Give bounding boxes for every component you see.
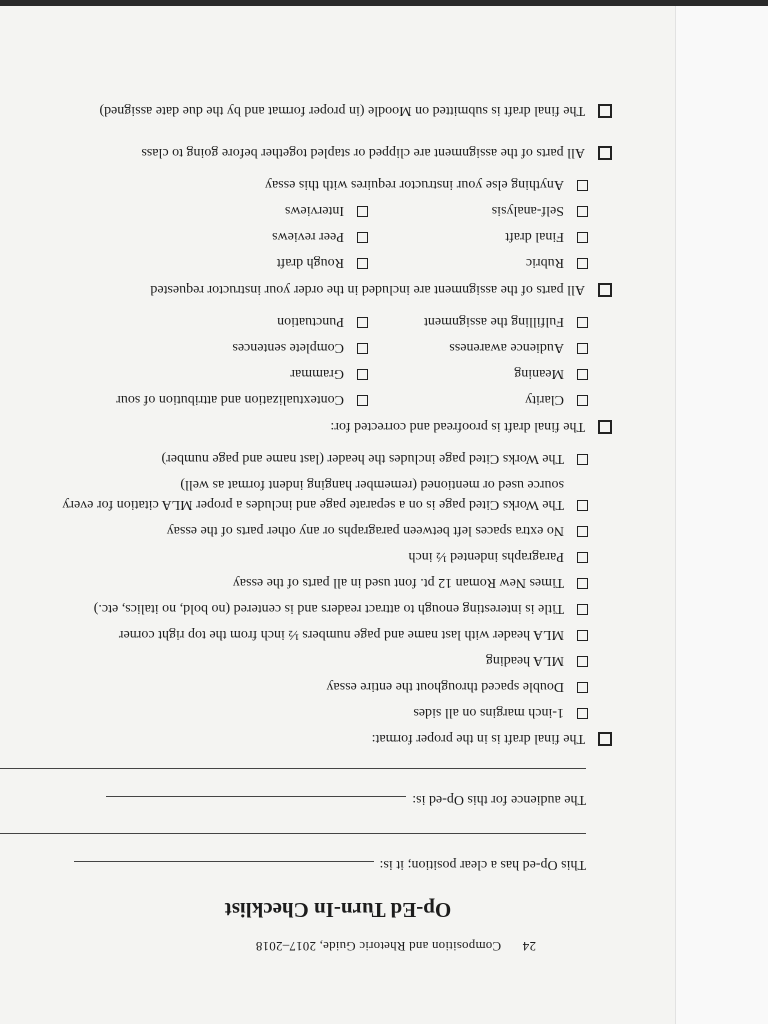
format-item: MLA header with last name and page numbers ½ inch from the top right corner xyxy=(119,626,588,642)
parts-item: Peer reviews xyxy=(272,228,368,244)
clipped-item: All parts of the assignment are clipped or stapled together before going to class xyxy=(141,144,612,160)
checkbox-icon[interactable] xyxy=(357,369,368,380)
checkbox-icon[interactable] xyxy=(357,343,368,354)
running-header xyxy=(256,938,536,954)
proofread-item: Audience awareness xyxy=(449,339,588,355)
page-number: 24 xyxy=(522,939,536,954)
audience-label: The audience for this Op-ed is: xyxy=(412,792,586,807)
format-item-continuation: source used or mentioned (remember hanging indent format as well) xyxy=(180,477,564,492)
proofread-item: Fulfilling the assignment xyxy=(424,313,588,329)
parts-item: Interviews xyxy=(285,202,368,218)
checkbox-icon[interactable] xyxy=(577,258,588,269)
format-heading: The final draft is in the proper format: xyxy=(372,730,612,746)
scan-background-strip xyxy=(675,6,768,1024)
checkbox-icon[interactable] xyxy=(577,578,588,589)
checkbox-icon[interactable] xyxy=(357,317,368,328)
checkbox-icon[interactable] xyxy=(357,206,368,217)
checkbox-icon[interactable] xyxy=(577,232,588,243)
checkbox-icon[interactable] xyxy=(577,454,588,465)
format-item: No extra spaces left between paragraphs or any other parts of the essay xyxy=(167,522,588,538)
checkbox-icon[interactable] xyxy=(598,104,612,118)
checkbox-icon[interactable] xyxy=(598,732,612,746)
page-title: Op-Ed Turn-In Checklist xyxy=(224,898,452,922)
checkbox-icon[interactable] xyxy=(577,500,588,511)
checkbox-icon[interactable] xyxy=(577,682,588,693)
scanned-paper xyxy=(0,6,768,1024)
parts-item: Self-analysis xyxy=(492,202,588,218)
checkbox-icon[interactable] xyxy=(598,146,612,160)
checkbox-icon[interactable] xyxy=(577,630,588,641)
parts-item: Rough draft xyxy=(277,254,368,270)
audience-question xyxy=(106,791,586,809)
checkbox-icon[interactable] xyxy=(357,395,368,406)
proofread-item: Grammar xyxy=(290,365,368,381)
checkbox-icon[interactable] xyxy=(598,420,612,434)
proofread-item: Clarity xyxy=(525,391,588,407)
audience-blank xyxy=(106,796,406,809)
parts-item: Rubric xyxy=(526,254,588,270)
checkbox-icon[interactable] xyxy=(577,604,588,615)
position-blank xyxy=(74,861,374,874)
moodle-item: The final draft is submitted on Moodle (in proper format and by the due date assigned) xyxy=(99,102,612,118)
proofread-item: Punctuation xyxy=(277,313,368,329)
position-rule xyxy=(0,833,586,834)
format-item: The Works Cited page includes the header (last name and page number) xyxy=(161,450,588,466)
format-item: Double spaced throughout the entire essay xyxy=(326,678,588,694)
running-title: Composition and Rhetoric Guide, 2017–2018 xyxy=(255,939,502,954)
checkbox-icon[interactable] xyxy=(357,258,368,269)
format-item: 1-inch margins on all sides xyxy=(413,704,588,720)
checkbox-icon[interactable] xyxy=(357,232,368,243)
proofread-heading: The final draft is proofread and corrected for: xyxy=(330,418,612,434)
position-label: This Op-ed has a clear position; it is: xyxy=(379,857,586,872)
parts-item: Final draft xyxy=(505,228,588,244)
checkbox-icon[interactable] xyxy=(577,343,588,354)
checkbox-icon[interactable] xyxy=(577,395,588,406)
format-item: Times New Roman 12 pt. font used in all parts of the essay xyxy=(233,574,588,590)
checkbox-icon[interactable] xyxy=(577,708,588,719)
checkbox-icon[interactable] xyxy=(577,317,588,328)
parts-item: Anything else your instructor requires with this essay xyxy=(265,176,588,192)
position-question xyxy=(74,856,586,874)
proofread-item: Contextualization and attribution of sour xyxy=(116,391,368,407)
format-item: MLA heading xyxy=(486,652,588,668)
checkbox-icon[interactable] xyxy=(577,552,588,563)
format-item: Title is interesting enough to attract readers and is centered (no bold, no italics, etc.) xyxy=(94,600,588,616)
format-item: The Works Cited page is on a separate page and includes a proper MLA citation for every xyxy=(62,496,588,512)
proofread-item: Complete sentences xyxy=(232,339,368,355)
checkbox-icon[interactable] xyxy=(577,369,588,380)
audience-rule xyxy=(0,768,586,769)
checklist-page xyxy=(0,6,676,1024)
checkbox-icon[interactable] xyxy=(577,206,588,217)
proofread-item: Meaning xyxy=(514,365,588,381)
checkbox-icon[interactable] xyxy=(577,526,588,537)
checkbox-icon[interactable] xyxy=(598,283,612,297)
checkbox-icon[interactable] xyxy=(577,180,588,191)
format-item: Paragraphs indented ½ inch xyxy=(408,548,588,564)
parts-heading: All parts of the assignment are included in the order your instructor requested xyxy=(150,281,612,297)
checkbox-icon[interactable] xyxy=(577,656,588,667)
